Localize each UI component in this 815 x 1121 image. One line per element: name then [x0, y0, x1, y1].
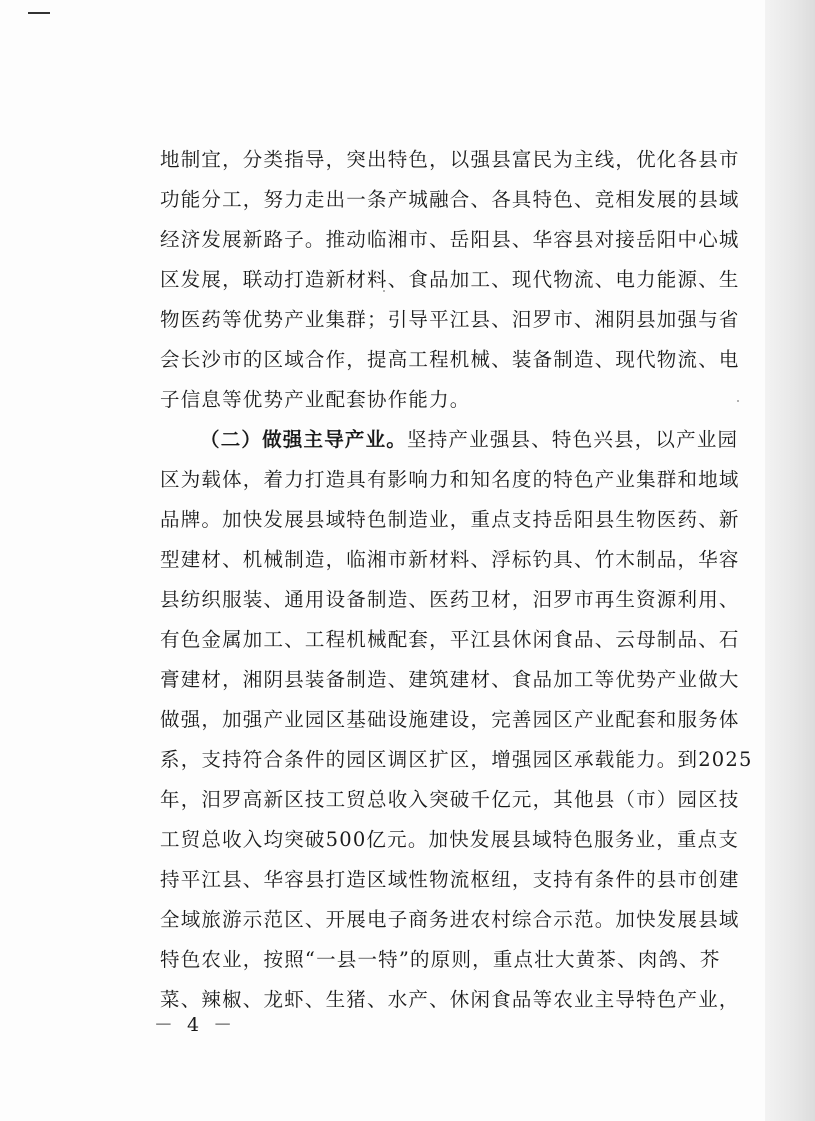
paragraph-line: 品牌。加快发展县域特色制造业，重点支持岳阳县生物医药、新 [160, 508, 740, 531]
paragraph-line: 年，汨罗高新区技工贸总收入突破千亿元，其他县（市）园区技 [160, 788, 740, 811]
paragraph-line: 特色农业，按照“一县一特”的原则，重点壮大黄茶、肉鸽、芥 [160, 948, 721, 971]
paragraph-line: 有色金属加工、工程机械配套，平江县休闲食品、云母制品、石 [160, 628, 740, 651]
scan-shadow-edge [765, 0, 815, 1121]
paragraph-line: 地制宜，分类指导，突出特色，以强县富民为主线，优化各县市 [160, 148, 740, 171]
paragraph-line: 子信息等优势产业配套协作能力。 [160, 388, 471, 411]
paragraph-line: 持平江县、华容县打造区域性物流枢纽，支持有条件的县市创建 [160, 868, 740, 891]
paragraph-line: 系，支持符合条件的园区调区扩区，增强园区承载能力。到2025 [160, 748, 753, 771]
paragraph-line: 功能分工，努力走出一条产城融合、各具特色、竞相发展的县域 [160, 188, 740, 211]
paragraph-line: 物医药等优势产业集群；引导平江县、汨罗市、湘阴县加强与省 [160, 308, 740, 331]
paragraph-line: 区发展，联动打造新材料、食品加工、现代物流、电力能源、生 [160, 268, 740, 291]
paragraph-line: 膏建材，湘阴县装备制造、建筑建材、食品加工等优势产业做大 [160, 668, 740, 691]
paragraph-line: 区为载体，着力打造具有影响力和知名度的特色产业集群和地域 [160, 468, 740, 491]
paragraph-line: 菜、辣椒、龙虾、生猪、水产、休闲食品等农业主导特色产业， [160, 988, 740, 1011]
section-heading: （二）做强主导产业。 [200, 428, 408, 451]
scan-mark [28, 12, 50, 14]
paragraph-line: 全域旅游示范区、开展电子商务进农村综合示范。加快发展县域 [160, 908, 740, 931]
scan-speck [737, 400, 739, 402]
paragraph-line: 会长沙市的区域合作，提高工程机械、装备制造、现代物流、电 [160, 348, 740, 371]
paragraph-line: 型建材、机械制造，临湘市新材料、浮标钓具、竹木制品，华容 [160, 548, 740, 571]
paragraph-line: 工贸总收入均突破500亿元。加快发展县域特色服务业，重点支 [160, 828, 740, 851]
section-first-line-text: 坚持产业强县、特色兴县，以产业园 [407, 428, 739, 451]
paragraph-line: 县纺织服装、通用设备制造、医药卫材，汨罗市再生资源利用、 [160, 588, 740, 611]
body-text [160, 140, 753, 1020]
section-first-line [160, 420, 739, 460]
page-number: － 4 － [153, 1014, 237, 1036]
paragraph-line: 经济发展新路子。推动临湘市、岳阳县、华容县对接岳阳中心城 [160, 228, 740, 251]
paragraph-line: 做强，加强产业园区基础设施建设，完善园区产业配套和服务体 [160, 708, 740, 731]
